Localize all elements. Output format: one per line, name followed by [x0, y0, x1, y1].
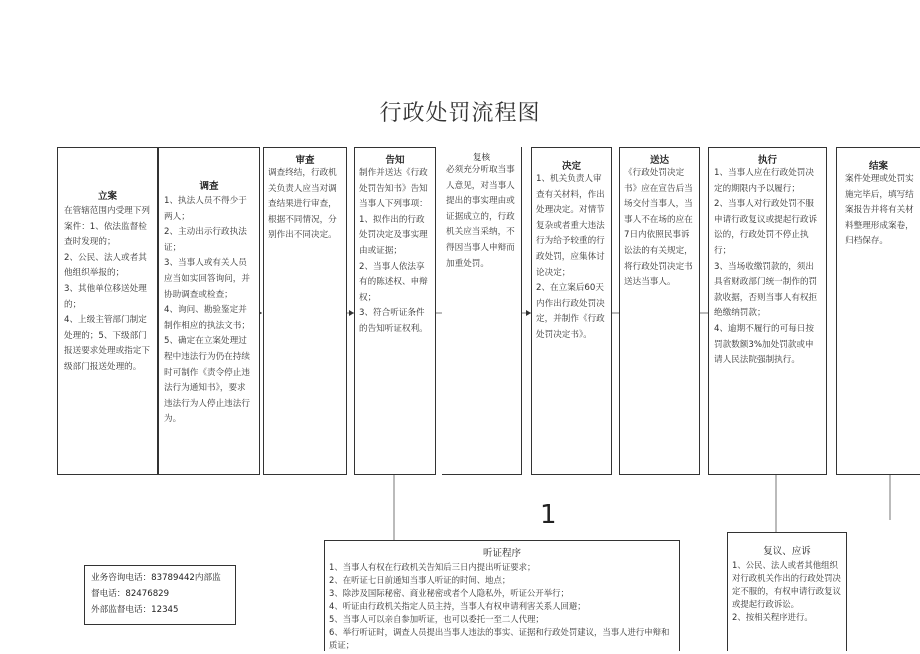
tingzheng-item: 3、除涉及国际秘密、商业秘密或者个人隐私外，听证公开举行； — [329, 588, 569, 598]
tingzheng-item: 1、当事人有权在行政机关告知后三日内提出听证要求； — [329, 562, 536, 572]
column-jueding-body: 1、机关负责人审查有关材料，作出处理决定。对情节复杂或者重大违法行为给予较重的行政处罚，应集体讨论决定； 2、在立案后60天内作出行政处罚决定，并制作《行政处罚决定书》。 — [536, 174, 605, 340]
contact-line: 外部监督电话：12345 — [91, 605, 179, 615]
column-diaocha-title: 调查 — [199, 181, 219, 192]
fuyi-box — [727, 532, 847, 651]
column-fuhe — [442, 147, 522, 475]
column-lian — [57, 147, 158, 475]
column-gaozhi-title: 告知 — [385, 155, 405, 166]
contact-box — [84, 565, 236, 625]
column-jiean — [836, 147, 920, 475]
column-fuhe-title: 复核 — [472, 153, 491, 163]
tingzheng-box — [324, 540, 680, 651]
fuyi-item: 1、公民、法人或者其他组织对行政机关作出的行政处罚决定不服的，有权申请行政复议或提起行政诉讼。 — [732, 560, 841, 609]
column-shencha-body: 调查终结，行政机关负责人应当对调查结果进行审查，根据不同情况，分别作出不同决定。 — [268, 168, 337, 241]
column-jueding-title: 决定 — [561, 161, 581, 172]
column-jueding — [531, 147, 612, 475]
column-diaocha — [158, 147, 260, 475]
tingzheng-list — [325, 559, 679, 654]
tingzheng-item: 5、当事人可以亲自参加听证，也可以委托一至二人代理； — [329, 614, 544, 624]
fuyi-title: 复议、应诉 — [763, 546, 811, 557]
column-songda — [619, 147, 700, 475]
column-gaozhi-body: 制作并送达《行政处罚告知书》告知当事人下列事项： 1、拟作出的行政处罚决定及事实理由或证据； 2、当事人依法享有的陈述权、申辩权； 3、符合听证条件的告知听证权利。 — [359, 168, 428, 334]
contact-line: 业务咨询电话：83789442内部监 — [91, 573, 221, 583]
column-songda-title: 送达 — [649, 155, 669, 166]
page-number: 1 — [540, 500, 557, 530]
tingzheng-title: 听证程序 — [482, 548, 521, 559]
tingzheng-item: 6、举行听证时，调查人员提出当事人违法的事实、证据和行政处罚建议，当事人进行申辩和质证； — [329, 627, 670, 650]
column-jiean-body: 案件处理或处罚实施完毕后，填写结案报告并将有关材料整理形成案卷，归档保存。 — [845, 174, 914, 247]
tingzheng-item: 2、在听证七日前通知当事人听证的时间、地点； — [329, 575, 511, 585]
column-lian-title: 立案 — [97, 191, 117, 202]
column-lian-body: 在管辖范围内受理下列案件：1、依法监督检查时发现的； 2、公民、法人或者其他组织举报的； 3、其他单位移送处理的； 4、上级主管部门制定处理的；5、下级部门报送要求处理或指定下级部门报送处理的。 — [64, 206, 150, 372]
column-songda-body: 《行政处罚决定书》应在宣告后当场交付当事人，当事人不在场的应在7日内依照民事诉讼法的有关规定，将行政处罚决定书送达当事人。 — [624, 168, 693, 288]
column-shencha-title: 审查 — [295, 155, 315, 166]
column-shencha — [263, 147, 347, 475]
column-zhixing-body: 1、当事人应在行政处罚决定的期限内予以履行； 2、当事人对行政处罚不服申请行政复议或提起行政诉讼的，行政处罚不停止执行； 3、当场收缴罚款的，须出具省财政部门统一制作的罚款收据，否则当事人有权拒绝缴纳罚款； 4、逾期不履行的可每日按罚款数额3%加处罚款或申请人民法院强制执行。 — [714, 168, 818, 366]
column-zhixing-title: 执行 — [757, 155, 777, 166]
column-jiean-title: 结案 — [868, 161, 888, 172]
contact-line: 督电话：82476829 — [91, 589, 170, 599]
column-zhixing — [708, 147, 827, 475]
tingzheng-item: 4、听证由行政机关指定人员主持，当事人有权申请利害关系人回避； — [329, 601, 586, 611]
page-title: 行政处罚流程图 — [379, 101, 541, 126]
column-fuhe-body: 必须充分听取当事人意见，对当事人提出的事实理由或证据成立的，行政机关应当采纳，不得因当事人申辩而加重处罚。 — [446, 165, 515, 269]
column-diaocha-body: 1、执法人员不得少于两人； 2、主动出示行政执法证； 3、当事人或有关人员应当如实回答询问，并协助调查或检查； 4、询问、勘验鉴定并制作相应的执法文书； 5、确定在立案处理过程中违法行为仍在持续时可制作《责令停止违法行为通知书》，要求违法行为人停止违法行为。 — [164, 196, 250, 425]
fuyi-list — [728, 557, 846, 626]
fuyi-item: 2、按相关程序进行。 — [732, 612, 813, 622]
column-gaozhi — [354, 147, 436, 475]
